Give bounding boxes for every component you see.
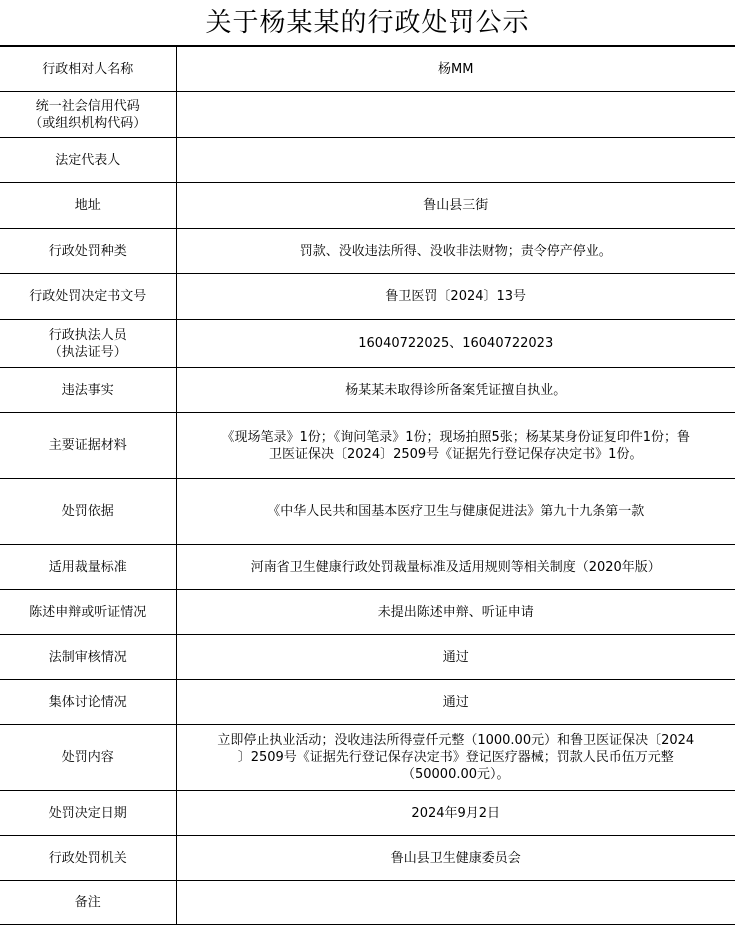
row-label: 行政处罚决定书文号 xyxy=(0,274,176,320)
row-value: 未提出陈述申辩、听证申请 xyxy=(176,590,735,635)
row-value: 杨MM xyxy=(176,47,735,92)
row-label: 法制审核情况 xyxy=(0,635,176,680)
row-label: 行政相对人名称 xyxy=(0,47,176,92)
table-row xyxy=(0,320,735,368)
row-label: 集体讨论情况 xyxy=(0,680,176,725)
row-label: 违法事实 xyxy=(0,368,176,413)
table-row xyxy=(0,881,735,925)
row-value: 通过 xyxy=(176,680,735,725)
row-value: 鲁山县三街 xyxy=(176,183,735,229)
table-row xyxy=(0,92,735,138)
row-label: 行政执法人员 （执法证号） xyxy=(0,320,176,368)
row-value: 2024年9月2日 xyxy=(176,791,735,836)
row-label: 处罚内容 xyxy=(0,725,176,791)
table-row xyxy=(0,680,735,725)
table-row xyxy=(0,725,735,791)
row-label: 地址 xyxy=(0,183,176,229)
row-value: 罚款、没收违法所得、没收非法财物；责令停产停业。 xyxy=(176,229,735,274)
table-row xyxy=(0,274,735,320)
row-label: 行政处罚机关 xyxy=(0,836,176,881)
table-row xyxy=(0,791,735,836)
table-row xyxy=(0,368,735,413)
row-value xyxy=(176,138,735,183)
table-row xyxy=(0,413,735,479)
row-value xyxy=(176,92,735,138)
row-label: 行政处罚种类 xyxy=(0,229,176,274)
row-label: 处罚依据 xyxy=(0,479,176,545)
row-label: 主要证据材料 xyxy=(0,413,176,479)
table-row xyxy=(0,138,735,183)
page-title: 关于杨某某的行政处罚公示 xyxy=(0,0,735,46)
table-row xyxy=(0,545,735,590)
row-label: 统一社会信用代码 （或组织机构代码） xyxy=(0,92,176,138)
row-label: 法定代表人 xyxy=(0,138,176,183)
row-value: 鲁山县卫生健康委员会 xyxy=(176,836,735,881)
row-label: 适用裁量标准 xyxy=(0,545,176,590)
row-value: 《现场笔录》1份；《询问笔录》1份；现场拍照5张；杨某某身份证复印件1份；鲁 卫医证保决〔2024〕2509号《证据先行登记保存决定书》1份。 xyxy=(176,413,735,479)
row-value: 通过 xyxy=(176,635,735,680)
table-row xyxy=(0,590,735,635)
table-row xyxy=(0,479,735,545)
row-value: 杨某某未取得诊所备案凭证擅自执业。 xyxy=(176,368,735,413)
row-label: 陈述申辩或听证情况 xyxy=(0,590,176,635)
table-row xyxy=(0,635,735,680)
row-label: 备注 xyxy=(0,881,176,925)
row-value: 鲁卫医罚〔2024〕13号 xyxy=(176,274,735,320)
row-label: 处罚决定日期 xyxy=(0,791,176,836)
table-row xyxy=(0,183,735,229)
table-row xyxy=(0,836,735,881)
table-row xyxy=(0,229,735,274)
row-value: 16040722025、16040722023 xyxy=(176,320,735,368)
row-value: 立即停止执业活动；没收违法所得壹仟元整（1000.00元）和鲁卫医证保决〔2024 〕2509号《证据先行登记保存决定书》登记医疗器械；罚款人民币伍万元整 （50000.00元）。 xyxy=(176,725,735,791)
row-value: 河南省卫生健康行政处罚裁量标准及适用规则等相关制度（2020年版） xyxy=(176,545,735,590)
table-row xyxy=(0,47,735,92)
row-value: 《中华人民共和国基本医疗卫生与健康促进法》第九十九条第一款 xyxy=(176,479,735,545)
penalty-notice-table xyxy=(0,46,735,925)
row-value xyxy=(176,881,735,925)
